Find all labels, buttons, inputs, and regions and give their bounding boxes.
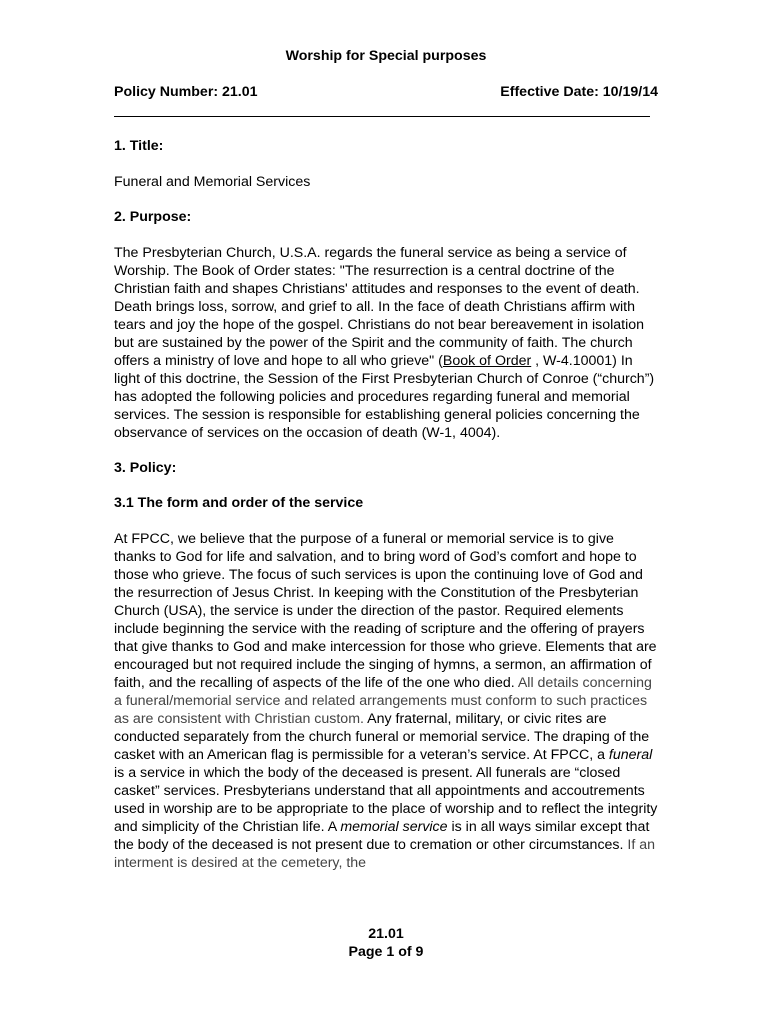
purpose-text-part2: , W-4.10001) In light of this doctrine, the Session of the First Presbyterian Church of Conroe (“church”) has adopted the following policies and procedures regarding funeral and memorial services. The session is responsible for establishing general policies concerning the observance of services on the occasion of death (W-1, 4004). [114,353,655,441]
document-body [114,137,658,872]
page-footer [114,925,658,961]
section-title-heading: 1. Title: [114,138,164,154]
subsection-form-text [114,530,658,872]
memorial-service-term: memorial service [340,819,448,835]
effective-date: Effective Date: 10/19/14 [500,84,658,100]
subsection-form-heading: 3.1 The form and order of the service [114,495,364,511]
header-divider [114,116,650,117]
section-title-text: Funeral and Memorial Services [114,174,311,190]
form-text-part3: Any fraternal, military, or civic rites are conducted separately from the church funeral or memorial service. The draping of the casket with an American flag is permissible for a veteran’s service. At FPCC, a [114,711,650,763]
policy-number: Policy Number: 21.01 [114,84,258,100]
form-text-custom: All details concerning a funeral/memorial service and related arrangements must conform to such practices as are consistent with Christian custom. [114,675,652,727]
footer-page-number: Page 1 of 9 [348,944,424,960]
form-text-part5: is in all ways similar except that the body of the deceased is not present due to cremation or other circumstances. [114,819,650,853]
book-of-order-reference: Book of Order [442,353,532,369]
purpose-text-part1: The Presbyterian Church, U.S.A. regards the funeral service as being a service of Worship. The Book of Order states: "The resurrection is a central doctrine of the Christian faith and shapes Christians' attitudes and responses to the event of death. Death brings loss, sorrow, and grief to all. In the face of death Christians affirm with tears and joy the hope of the gospel. Christians do not bear bereavement in isolation but are sustained by the power of the Spirit and the community of faith. The church offers a ministry of love and hope to all who grieve" ( [114,245,645,369]
form-text-part4: is a service in which the body of the deceased is present. All funerals are “closed casket” services. Presbyterians understand that all appointments and accoutrements used in worship are to be appropriate to the place of worship and to reflect the integrity and simplicity of the Christian life. A [114,765,658,835]
form-text-interment: If an interment is desired at the cemetery, the [114,837,656,871]
document-title: Worship for Special purposes [285,48,487,64]
section-purpose-heading: 2. Purpose: [114,209,192,225]
policy-meta-row [114,83,658,101]
section-policy-heading: 3. Policy: [114,460,177,476]
document-page [114,0,658,1024]
section-purpose-text [114,244,658,442]
footer-policy-number: 21.01 [368,926,404,942]
form-text-part1: At FPCC, we believe that the purpose of a funeral or memorial service is to give thanks to God for life and salvation, and to bring word of God’s comfort and hope to those who grieve. The focus of such services is upon the continuing love of God and the resurrection of Jesus Christ. In keeping with the Constitution of the Presbyterian Church (USA), the service is under the direction of the pastor. Required elements include beginning the service with the reading of scripture and the offering of prayers that give thanks to God and make intercession for those who grieve. Elements that are encouraged but not required include the singing of hymns, a sermon, an affirmation of faith, and the recalling of aspects of the life of the one who died. [114,531,657,691]
funeral-term: funeral [608,747,653,763]
